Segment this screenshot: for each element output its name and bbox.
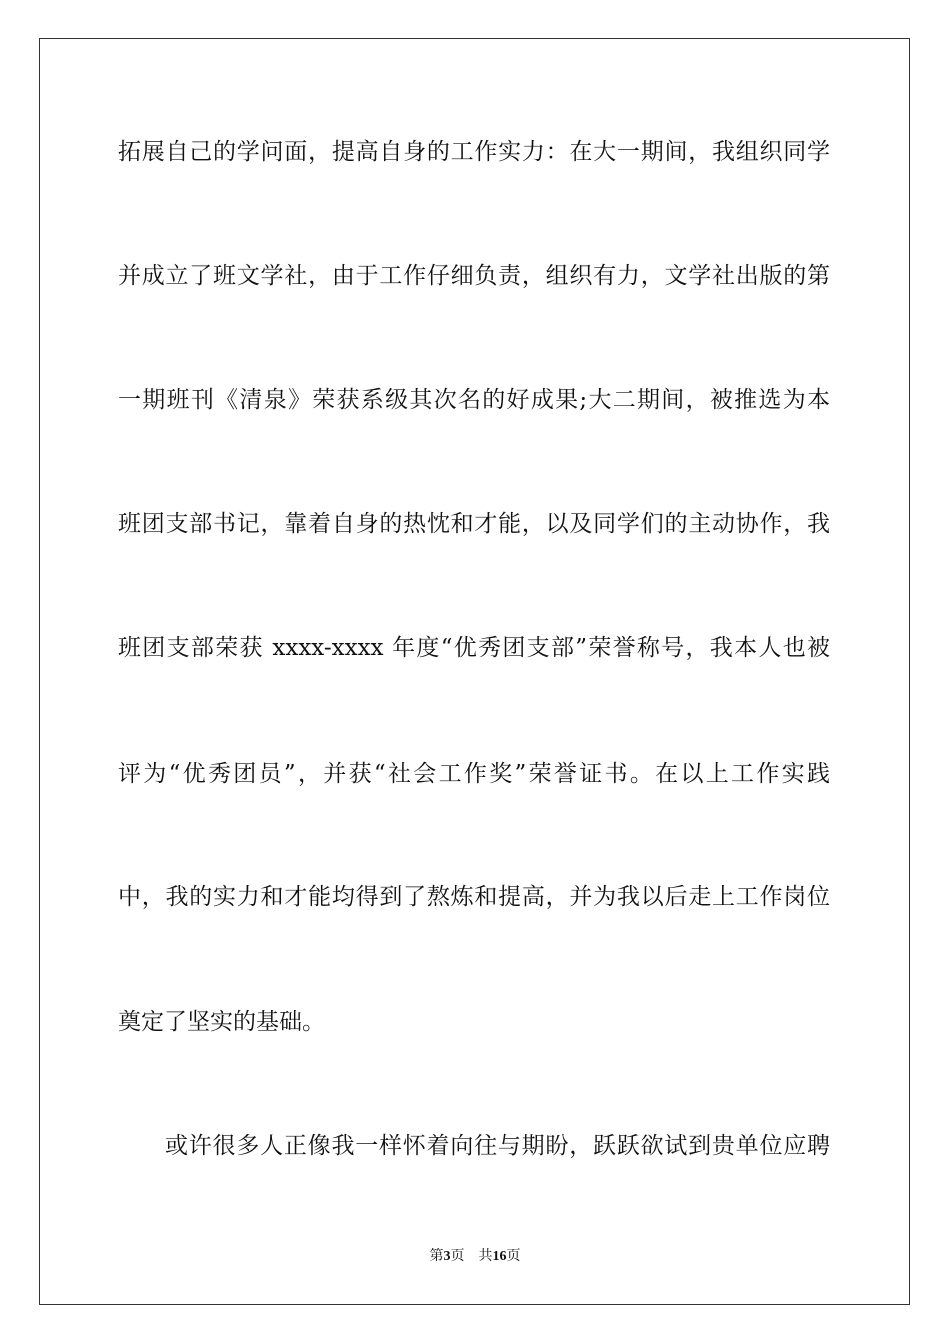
footer-current-page: 3	[443, 1249, 451, 1264]
footer-total-prefix: 共	[478, 1248, 493, 1264]
footer-page-prefix: 第	[429, 1248, 444, 1264]
footer-page-suffix: 页	[450, 1248, 465, 1264]
page-frame	[39, 38, 910, 1305]
footer-total-pages: 16	[492, 1249, 507, 1264]
body-line-2: 并成立了班文学社，由于工作仔细负责，组织有力，文学社出版的第	[118, 263, 830, 289]
body-line-1: 拓展自己的学问面，提高自身的工作实力：在大一期间，我组织同学	[118, 139, 830, 165]
paragraph-start-line: 或许很多人正像我一样怀着向往与期盼，跃跃欲试到贵单位应聘	[165, 1133, 830, 1159]
body-line-5: 班团支部荣获 xxxx-xxxx 年度“优秀团支部”荣誉称号，我本人也被	[118, 635, 830, 661]
page-footer	[0, 1245, 950, 1265]
footer-total-suffix: 页	[506, 1248, 521, 1264]
body-line-6: 评为“优秀团员”，并获“社会工作奖”荣誉证书。在以上工作实践	[118, 761, 830, 787]
body-line-4: 班团支部书记，靠着自身的热忱和才能，以及同学们的主动协作，我	[118, 511, 830, 537]
body-line-8: 奠定了坚实的基础。	[118, 1009, 325, 1035]
body-line-3: 一期班刊《清泉》荣获系级其次名的好成果;大二期间，被推选为本	[118, 387, 830, 413]
body-line-7: 中，我的实力和才能均得到了熬炼和提高，并为我以后走上工作岗位	[118, 884, 830, 910]
